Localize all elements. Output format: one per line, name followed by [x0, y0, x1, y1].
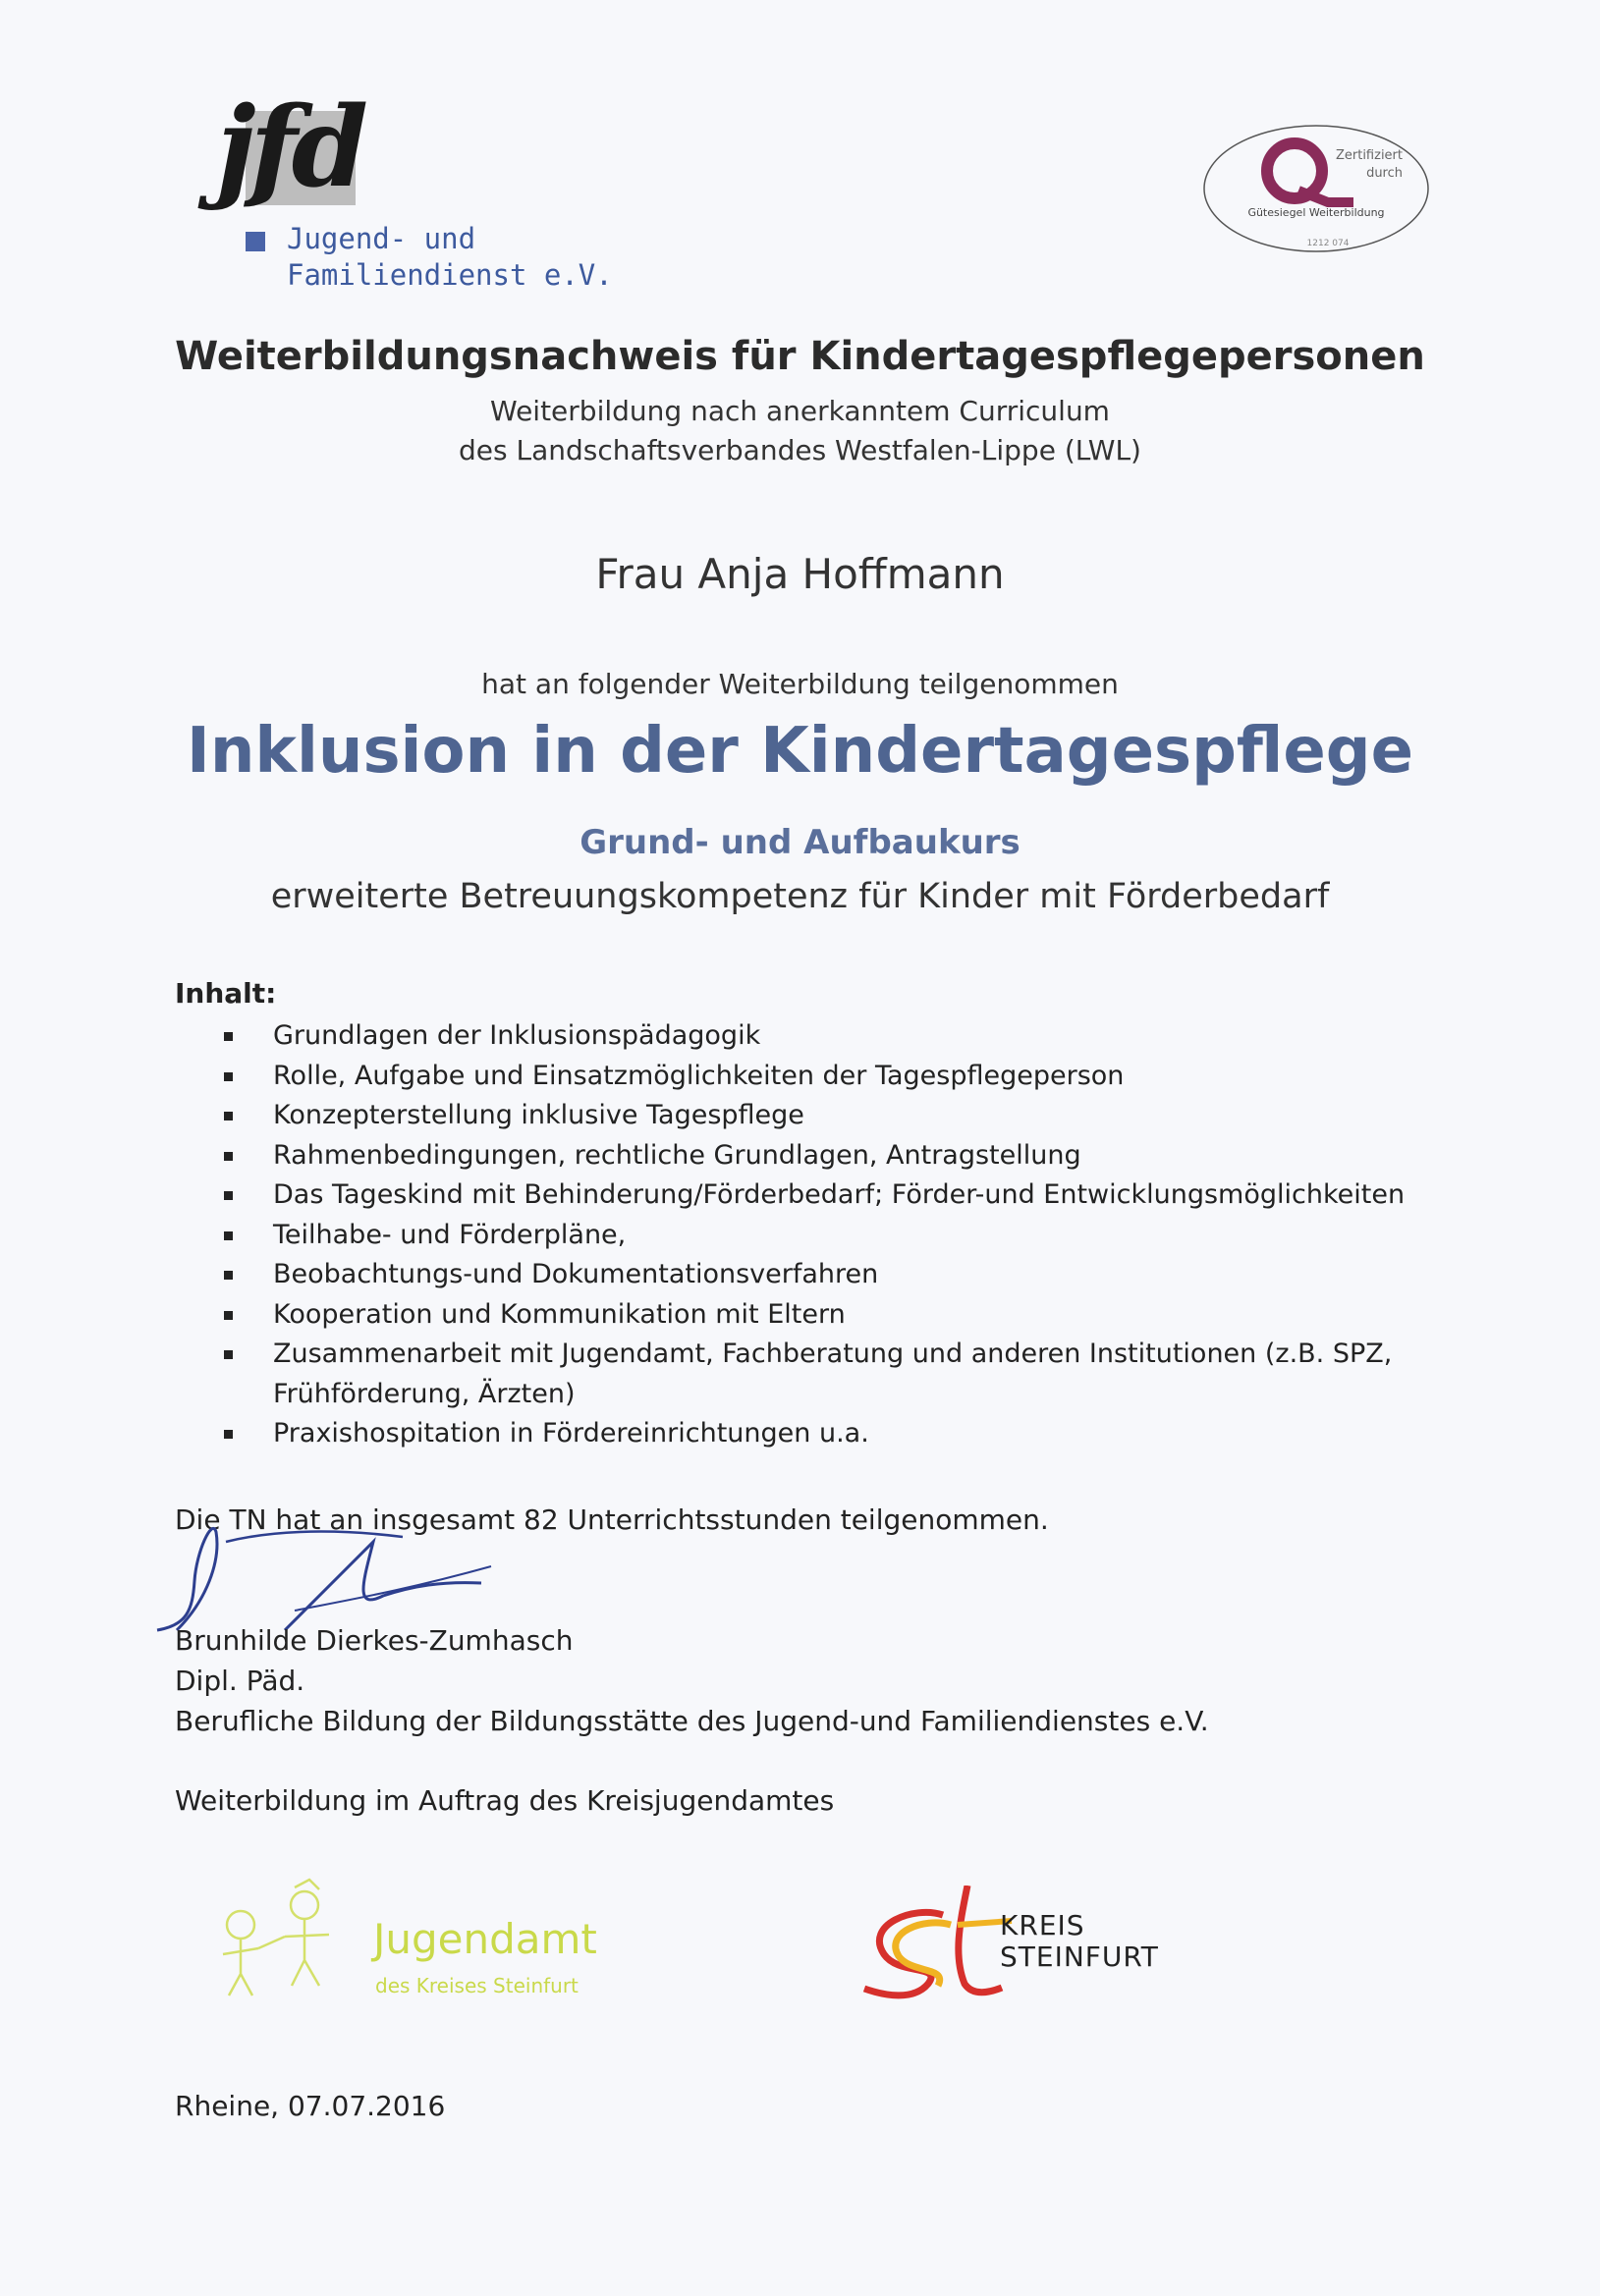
- list-item: Grundlagen der Inklusionspädagogik: [224, 1016, 1442, 1057]
- jfd-org-name: [287, 221, 613, 294]
- list-item: Beobachtungs-und Dokumentationsverfahren: [224, 1255, 1442, 1295]
- jugendamt-title: Jugendamt: [373, 1915, 597, 1963]
- list-item: Konzepterstellung inklusive Tagespflege: [224, 1096, 1442, 1136]
- place-date: Rheine, 07.07.2016: [175, 2090, 446, 2122]
- jfd-logo-mark: jfd: [216, 83, 363, 212]
- list-item: Teilhabe- und Förderpläne,: [224, 1216, 1442, 1256]
- list-item: Kooperation und Kommunikation mit Eltern: [224, 1295, 1442, 1336]
- jfd-logo: [216, 83, 629, 309]
- course-title: Inklusion in der Kindertagespflege: [187, 715, 1413, 788]
- commission-statement: Weiterbildung im Auftrag des Kreisjugendamtes: [175, 1784, 835, 1817]
- curriculum-line1: Weiterbildung nach anerkanntem Curriculum: [490, 395, 1110, 427]
- kreis-line2: STEINFURT: [1000, 1941, 1159, 1973]
- list-item: Das Tageskind mit Behinderung/Förderbedarf; Förder-und Entwicklungsmöglichkeiten: [224, 1175, 1442, 1216]
- course-description: erweiterte Betreuungskompetenz für Kinder mit Förderbedarf: [270, 877, 1330, 916]
- kreis-steinfurt-text: [1000, 1910, 1159, 1973]
- list-item: Praxishospitation in Fördereinrichtungen u.a.: [224, 1414, 1442, 1454]
- jfd-org-line1: Jugend- und: [287, 222, 476, 255]
- hours-statement: Die TN hat an insgesamt 82 Unterrichtsstunden teilgenommen.: [175, 1503, 1049, 1536]
- kreis-line1: KREIS: [1000, 1909, 1085, 1941]
- curriculum-line2: des Landschaftsverbandes Westfalen-Lippe (LWL): [459, 434, 1141, 466]
- participant-name: Frau Anja Hoffmann: [595, 550, 1005, 598]
- jugendamt-subtitle: des Kreises Steinfurt: [375, 1974, 579, 1997]
- content-list: [224, 1016, 1442, 1454]
- course-level: Grund- und Aufbaukurs: [579, 823, 1021, 862]
- kreis-steinfurt-emblem-icon: [855, 1886, 1021, 2003]
- list-item: Rolle, Aufgabe und Einsatzmöglichkeiten der Tagespflegeperson: [224, 1057, 1442, 1097]
- seal-number: 1212 074: [1306, 239, 1350, 248]
- certificate-title: Weiterbildungsnachweis für Kindertagespflegepersonen: [175, 334, 1425, 379]
- content-heading: Inhalt:: [175, 977, 277, 1010]
- list-item: Rahmenbedingungen, rechtliche Grundlagen, Antragstellung: [224, 1136, 1442, 1176]
- quality-seal: [1200, 122, 1432, 255]
- jugendamt-children-icon: [211, 1866, 388, 2003]
- signatory-title: Dipl. Päd.: [175, 1665, 305, 1697]
- jfd-org-line2: Familiendienst e.V.: [287, 258, 613, 292]
- participated-text: hat an folgender Weiterbildung teilgenommen: [481, 668, 1119, 700]
- list-item: Zusammenarbeit mit Jugendamt, Fachberatung und anderen Institutionen (z.B. SPZ, Frühförderung, Ärzten): [224, 1335, 1442, 1414]
- seal-line2: durch: [1366, 166, 1403, 181]
- seal-line3: Gütesiegel Weiterbildung: [1247, 206, 1385, 219]
- jfd-logo-square-icon: [246, 232, 265, 251]
- signatory-name: Brunhilde Dierkes-Zumhasch: [175, 1624, 574, 1657]
- seal-line1: Zertifiziert: [1335, 148, 1403, 163]
- signatory-organization: Berufliche Bildung der Bildungsstätte des Jugend-und Familiendienstes e.V.: [175, 1705, 1209, 1737]
